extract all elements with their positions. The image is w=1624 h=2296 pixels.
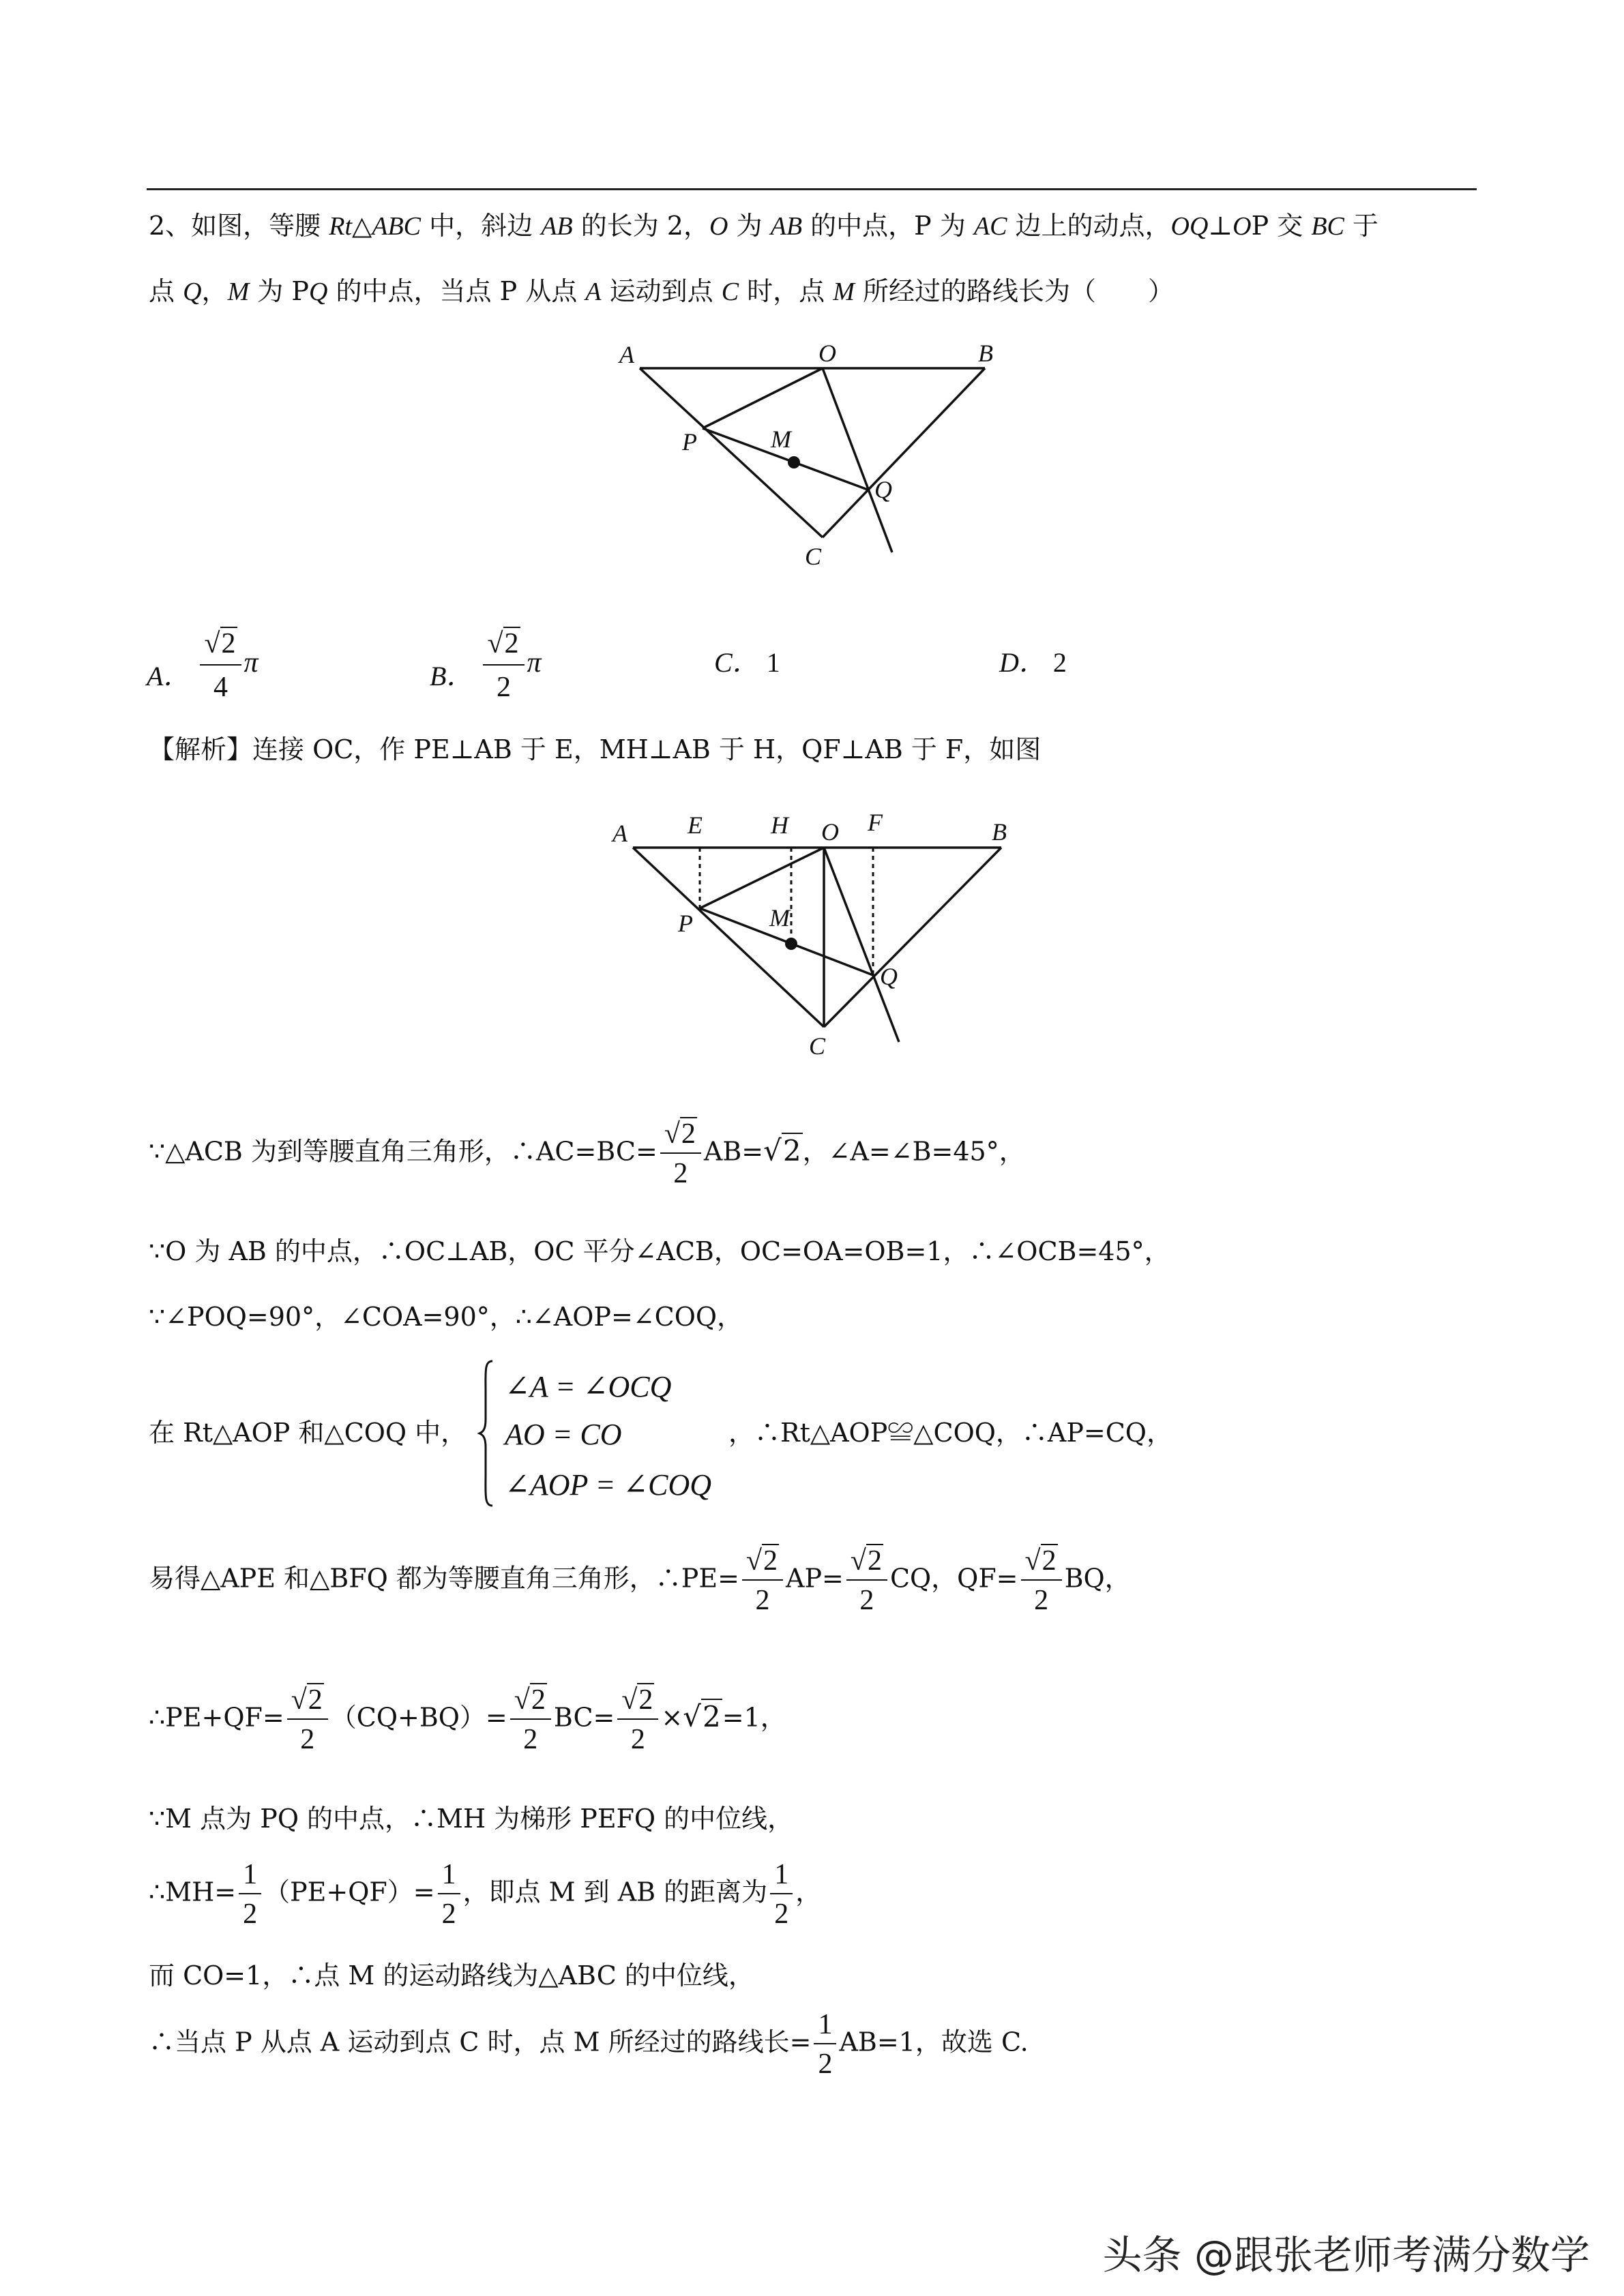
option-b-fraction: $\frac{√2}{2}$ — [483, 627, 524, 704]
option-d[interactable]: D． 2 — [999, 647, 1067, 678]
fig1-label-a: A — [619, 341, 634, 368]
solution-line-8: ∴MH= $\frac{1}{2}$ （PE+QF）= $\frac{1}{2}$ ，即点 M 到 AB 的距离为 $\frac{1}{2}$ ， — [149, 1859, 822, 1930]
fig2-label-q: Q — [880, 963, 898, 990]
geometry-figure-2 — [0, 784, 1624, 1071]
fig1-label-o: O — [818, 340, 836, 367]
option-a-fraction: $\frac{√2}{4}$ — [200, 627, 241, 704]
cases-brace — [477, 1358, 495, 1508]
fig2-segment-ac — [633, 848, 824, 1027]
fig1-segment-bc — [823, 368, 985, 537]
fig2-segment-oq — [824, 848, 899, 1042]
option-b[interactable]: B． $\frac{√2}{2}$ π — [430, 628, 542, 703]
option-c[interactable]: C． 1 — [714, 647, 780, 678]
fig2-label-p: P — [678, 910, 693, 937]
solution-line-10: ∴当点 P 从点 A 运动到点 C 时，点 M 所经过的路线长= $\frac{1}{2}$ AB=1，故选 C. — [149, 2009, 1029, 2080]
fig1-label-p: P — [682, 428, 697, 456]
solution-line-7: ∵M 点为 PQ 的中点，∴MH 为梯形 PEFQ 的中位线， — [149, 1804, 794, 1834]
fig2-label-a: A — [612, 820, 628, 847]
fig1-segment-ac — [640, 368, 823, 537]
fig2-point-m — [785, 938, 797, 950]
fig2-label-c: C — [809, 1032, 826, 1060]
fig2-label-f: F — [868, 809, 883, 836]
solution-line-9: 而 CO=1，∴点 M 的运动路线为△ABC 的中位线， — [149, 1960, 754, 1991]
fig1-point-m — [788, 456, 800, 468]
fig2-label-m: M — [769, 904, 790, 931]
solution-line-1: ∵△ACB 为到等腰直角三角形，∴AC=BC= $\frac{√2}{2}$ AB=√2，∠A=∠B=45°， — [149, 1118, 1025, 1189]
fig1-label-m: M — [771, 426, 791, 453]
solution-line-3: ∵∠POQ=90°，∠COA=90°，∴∠AOP=∠COQ， — [149, 1302, 743, 1332]
problem-line-1: 2、如图，等腰 Rt△ABC 中，斜边 AB 的长为 2，O 为 AB 的中点，P 为 AC 边上的动点，OQ⊥OP 交 BC 于 — [149, 211, 1378, 241]
problem-line-2: 点 Q，M 为 PQ 的中点，当点 P 从点 A 运动到点 C 时，点 M 所经过的路线长为（ ） — [149, 276, 1174, 306]
option-a[interactable]: A． $\frac{√2}{4}$ π — [147, 628, 259, 703]
watermark: 头条 @跟张老师考满分数学 — [1102, 2232, 1590, 2278]
solution-line-6: ∴PE+QF= $\frac{√2}{2}$ （CQ+BQ）= $\frac{√2}{2}$ BC= $\frac{√2}{2}$ ×√2=1， — [149, 1684, 786, 1755]
case-2: AO = CO — [505, 1418, 622, 1451]
fig2-label-h: H — [771, 811, 788, 839]
solution-line-4-prefix: 在 Rt△AOP 和△COQ 中， — [149, 1418, 467, 1448]
case-1: ∠A = ∠OCQ — [505, 1370, 672, 1403]
fig2-label-o: O — [821, 818, 839, 846]
fig1-label-b: B — [978, 340, 993, 367]
solution-line-5: 易得△APE 和△BFQ 都为等腰直角三角形，∴PE= $\frac{√2}{2}$ AP= $\frac{√2}{2}$ CQ，QF= $\frac{√2}{2}$ BQ， — [149, 1545, 1131, 1616]
fig2-segment-op — [700, 848, 824, 908]
fig2-label-b: B — [992, 818, 1007, 846]
fig1-segment-oq — [823, 368, 892, 552]
case-3: ∠AOP = ∠COQ — [505, 1468, 712, 1502]
geometry-figure-1 — [0, 0, 1624, 614]
fig1-label-c: C — [805, 543, 822, 570]
fig2-label-e: E — [688, 811, 703, 839]
solution-intro: 【解析】连接 OC，作 PE⊥AB 于 E，MH⊥AB 于 H，QF⊥AB 于 F，如图 — [149, 734, 1042, 764]
solution-line-4-suffix: ，∴Rt△AOP≌△COQ，∴AP=CQ， — [728, 1418, 1172, 1448]
fig1-label-q: Q — [874, 476, 892, 503]
fig1-segment-op — [703, 368, 823, 428]
fig2-segment-bc — [824, 848, 1001, 1027]
solution-line-2: ∵O 为 AB 的中点，∴OC⊥AB，OC 平分∠ACB，OC=OA=OB=1，∴∠OCB=45°， — [149, 1236, 1170, 1266]
